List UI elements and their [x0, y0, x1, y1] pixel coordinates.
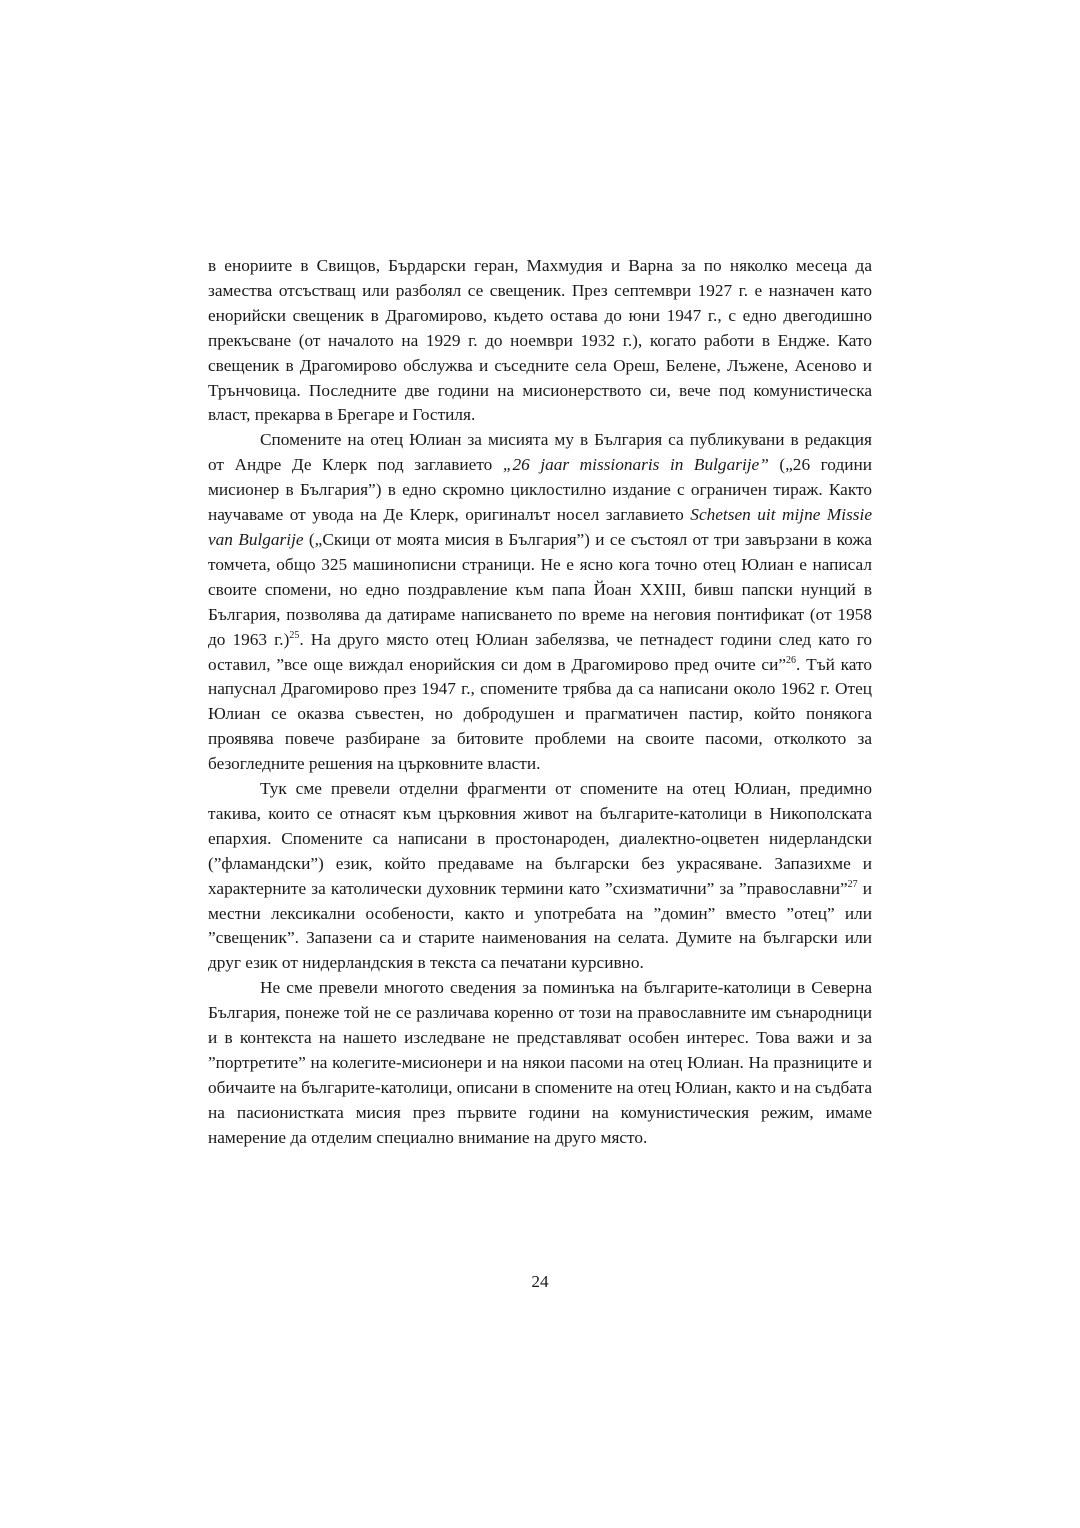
document-body: [208, 254, 872, 1151]
paragraph-1: [208, 254, 872, 428]
original-title-italic: Schetsen uit mijne Missie van Bulgarije: [208, 505, 872, 549]
footnote-ref-25: 25: [289, 629, 300, 641]
paragraph-3-text-b: и местни лексикални особености, както и употребата на ”домин” вместо ”отец” или ”свещеник”. Запазени са и старите наименования на селата. Думите на български или друг език от нидерландския в текста са печатани курсивно.: [208, 878, 872, 973]
paragraph-4-text: Не сме превели многото сведения за поминъка на българите-католици в Северна България, понеже той не се различава коренно от този на православните им сънародници и в контекста на нашето изследване не представляват особен интерес. Това важи и за ”портретите” на колегите-мисионери и на някои пасоми на отец Юлиан. На празниците и обичаите на българите-католици, описани в спомените на отец Юлиан, както и на съдбата на пасионистката мисия през първите години на комунистическия режим, имаме намерение да отделим специално внимание на друго място.: [208, 978, 872, 1147]
footnote-ref-26: 26: [786, 654, 797, 666]
paragraph-3: [208, 777, 872, 976]
paragraph-1-text: в енориите в Свищов, Бърдарски геран, Махмудия и Варна за по няколко месеца да замества отсъстващ или разболял се свещеник. През септември 1927 г. е назначен като енорийски свещеник в Драгомирово, където остава до юни 1947 г., с едно двегодишно прекъсване (от началото на 1929 г. до ноември 1932 г.), когато работи в Ендже. Като свещеник в Драгомирово обслужва и съседните села Ореш, Белене, Лъжене, Асеново и Трънчовица. Последните две години на мисионерството си, вече под комунистическа власт, прекарва в Брегаре и Гостиля.: [208, 256, 872, 425]
paragraph-4: [208, 976, 872, 1150]
paragraph-2-text-c: („Скици от моята мисия в България”) и се състоял от три завързани в кожа томчета, общо 325 машинописни страници. Не е ясно кога точно отец Юлиан е написал своите спомени, но едно поздравление към папа Йоан XXIII, бивш папски нунций в България, позволява да датираме написването по време на неговия понтификат (от 1958 до 1963 г.): [208, 529, 872, 649]
page-number: 24: [531, 1272, 549, 1291]
paragraph-2-text-b: („26 години мисионер в България”) в едно скромно циклостилно издание с ограничен тираж. Както научаваме от увода на Де Клерк, оригиналът носел заглавието: [208, 455, 872, 525]
paragraph-2-text-d: . На друго място отец Юлиан забелязва, че петнадест години след като го оставил, ”все още виждал енорийския си дом в Драгомирово пред очите си”: [208, 629, 872, 674]
paragraph-2-text-e: . Тъй като напуснал Драгомирово през 1947 г., спомените трябва да са написани около 1962 г. Отец Юлиан се оказва съвестен, но добродушен и прагматичен пастир, който понякога проявява повече разбиране за битовите проблеми на своите пасоми, отколкото за безогледните решения на църковните власти.: [208, 654, 872, 774]
footnote-ref-27: 27: [847, 878, 858, 890]
paragraph-2-text-a: Спомените на отец Юлиан за мисията му в България са публикувани в редакция от Андре Де Клерк под заглавието: [208, 430, 872, 475]
paragraph-3-text-a: Тук сме превели отделни фрагменти от спомените на отец Юлиан, предимно такива, които се отнасят към църковния живот на българите-католици в Никополската епархия. Спомените са написани в простонароден, диалектно-оцветен нидерландски (”фламандски”) език, който предаваме на български без украсяване. Запазихме и характерните за католически духовник термини като ”схизматични” за ”православни”: [208, 779, 872, 898]
dutch-title-italic: „26 jaar missionaris in Bulgarije”: [502, 455, 769, 475]
paragraph-2: [208, 428, 872, 777]
